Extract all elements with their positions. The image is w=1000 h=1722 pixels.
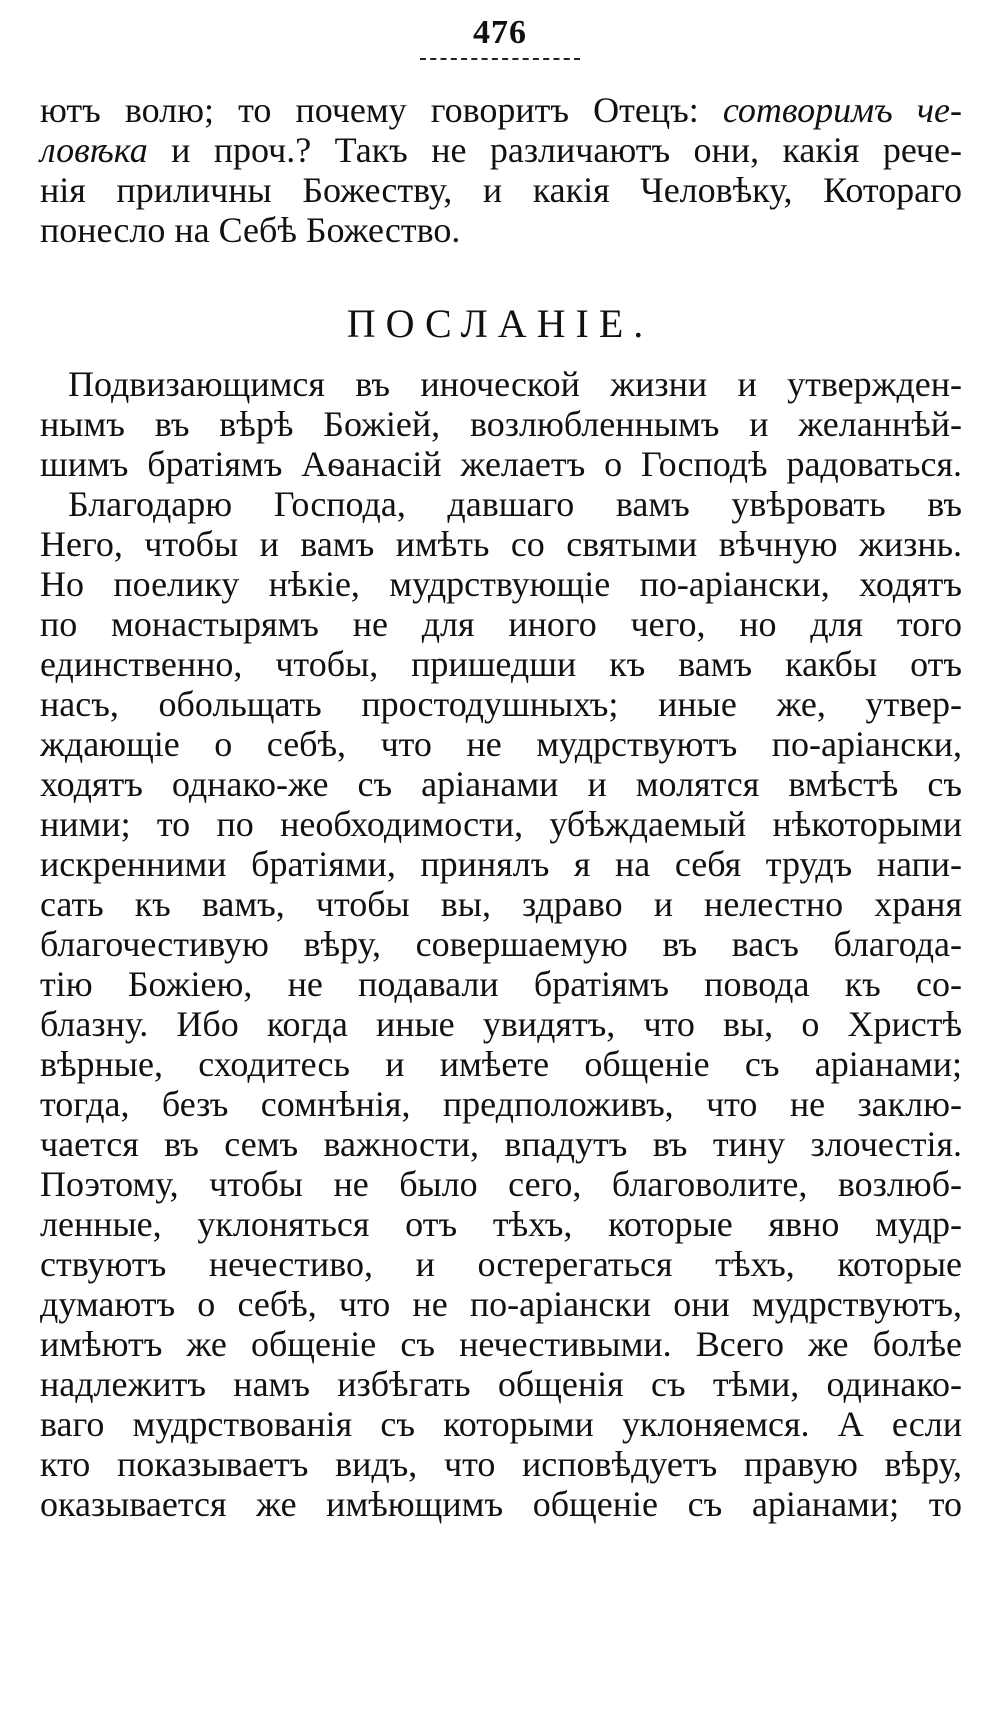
text-line: тогда, безъ сомнѣнія, предположивъ, что не заклю- bbox=[40, 1084, 962, 1124]
text-line: вѣрные, сходитесь и имѣете общеніе съ аріанами; bbox=[40, 1044, 962, 1084]
text-line: нымъ въ вѣрѣ Божіей, возлюбленнымъ и желаннѣй- bbox=[40, 404, 962, 444]
text-line: Него, чтобы и вамъ имѣть со святыми вѣчную жизнь. bbox=[40, 524, 962, 564]
text-line: блазну. Ибо когда иные увидятъ, что вы, о Христѣ bbox=[40, 1004, 962, 1044]
text-line: кто показываетъ видъ, что исповѣдуетъ правую вѣру, bbox=[40, 1444, 962, 1484]
text-line: Поэтому, чтобы не было сего, благоволите, возлюб- bbox=[40, 1164, 962, 1204]
text-line: понесло на Себѣ Божество. bbox=[40, 210, 461, 250]
text-line: шимъ братіямъ Аѳанасій желаетъ о Господѣ радоваться. bbox=[40, 444, 962, 484]
text-line bbox=[40, 128, 962, 172]
text-line: надлежитъ намъ избѣгать общенія съ тѣми, одинако- bbox=[40, 1364, 962, 1404]
text-span: ютъ волю; то почему говоритъ Отецъ: bbox=[40, 90, 723, 130]
text-line: Подвизающимся въ иноческой жизни и утвержден- bbox=[68, 364, 962, 404]
text-line: Но поелику нѣкіе, мудрствующіе по-аріански, ходятъ bbox=[40, 564, 962, 604]
section-heading: ПОСЛАНІЕ. bbox=[346, 301, 654, 346]
text-line: искренними братіями, принялъ я на себя трудъ напи- bbox=[40, 844, 962, 884]
text-span: и проч.? Такъ не различаютъ они, какія рече- bbox=[147, 130, 962, 170]
text-line: думаютъ о себѣ, что не по-аріански они мудрствуютъ, bbox=[40, 1284, 962, 1324]
text-line: сать къ вамъ, чтобы вы, здраво и нелестно храня bbox=[40, 884, 962, 924]
text-line: единственно, чтобы, пришедши къ вамъ какбы отъ bbox=[40, 644, 962, 684]
text-line: нія приличны Божеству, и какія Человѣку, Котораго bbox=[40, 170, 962, 210]
text-line: ленные, уклоняться отъ тѣхъ, которые явно мудр- bbox=[40, 1204, 962, 1244]
italic-quote: ловѣка bbox=[40, 130, 148, 170]
text-line: ходятъ однако-же съ аріанами и молятся вмѣстѣ съ bbox=[40, 764, 962, 804]
text-line: ваго мудрствованія съ которыми уклоняемся. А если bbox=[40, 1404, 962, 1444]
page-number: 476 bbox=[473, 14, 527, 51]
text-line: тію Божіею, не подавали братіямъ повода къ со- bbox=[40, 964, 962, 1004]
text-line: насъ, обольщать простодушныхъ; иные же, утвер- bbox=[40, 684, 962, 724]
text-line: благочестивую вѣру, совершаемую въ васъ благода- bbox=[40, 924, 962, 964]
header-rule bbox=[420, 58, 580, 60]
text-line: Благодарю Господа, давшаго вамъ увѣровать въ bbox=[68, 484, 962, 524]
text-line: ними; то по необходимости, убѣждаемый нѣкоторыми bbox=[40, 804, 962, 844]
text-line: чается въ семъ важности, впадутъ въ тину злочестія. bbox=[40, 1124, 962, 1164]
italic-quote: сотворимъ че- bbox=[722, 90, 962, 130]
text-line: оказывается же имѣющимъ общеніе съ аріанами; то bbox=[40, 1484, 962, 1524]
text-line bbox=[40, 88, 962, 132]
text-line: по монастырямъ не для иного чего, но для того bbox=[40, 604, 962, 644]
text-line: имѣютъ же общеніе съ нечестивыми. Всего же болѣе bbox=[40, 1324, 962, 1364]
text-line: ствуютъ нечестиво, и остерегаться тѣхъ, которые bbox=[40, 1244, 962, 1284]
text-line: ждающіе о себѣ, что не мудрствуютъ по-аріански, bbox=[40, 724, 962, 764]
